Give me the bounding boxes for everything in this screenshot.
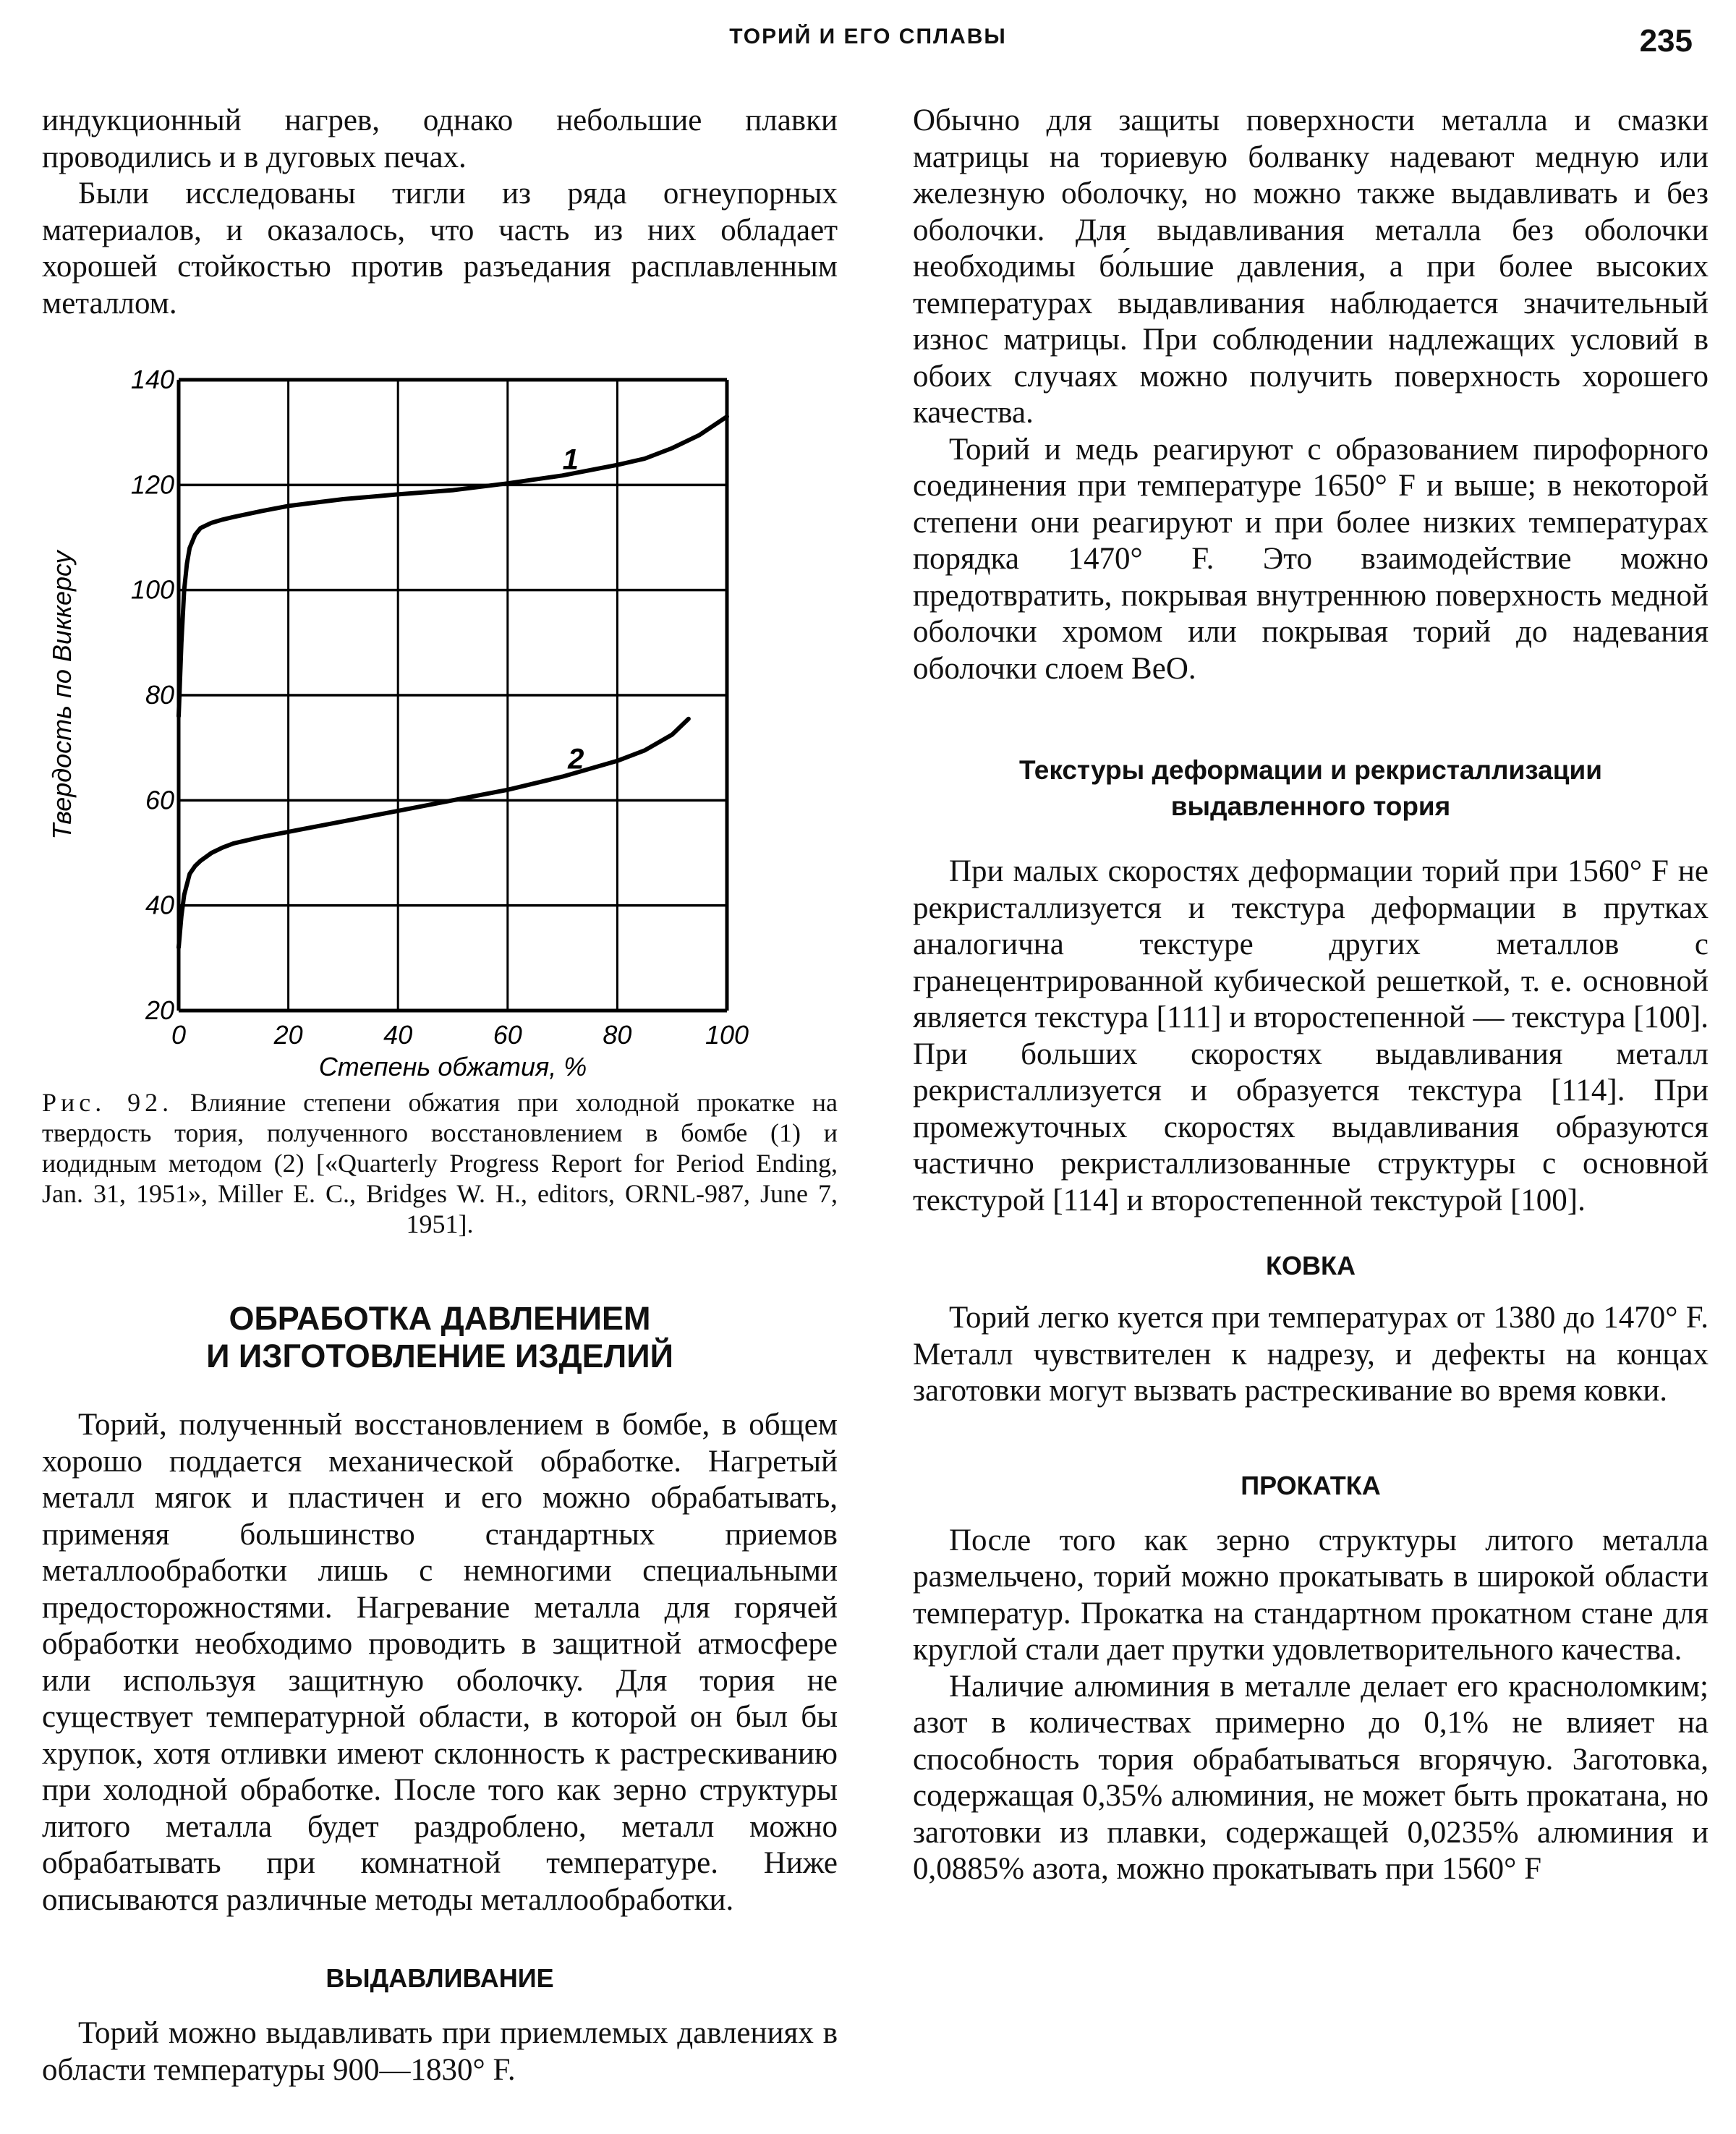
- subsection-title-rolling: ПРОКАТКА: [1241, 1470, 1381, 1500]
- curve-label-2: 2: [568, 743, 584, 775]
- x-tick-label: 80: [603, 1020, 632, 1050]
- paragraph: Торий, полученный восстановлением в бомбе, в общем хорошо поддается механической обработке. Нагретый металл мягок и пластичен и его можно обрабатывать, применяя большинство стандартных приемов металлообработки лишь с немногими специальными предосторожностями. Нагревание металла для горячей обработки необходимо проводить в защитной атмосфере или используя защитную оболочку. Для тория не существует температурной области, в которой он был бы хрупок, хотя отливки имеют склонность к растрескиванию при холодной обработке. После того как зерно структуры литого металла будет раздроблено, металл можно обрабатывать при комнатной температуре. Ниже описываются различные методы металлообработки.: [42, 1408, 838, 1917]
- y-axis-label: Твердость по Виккерсу: [47, 550, 77, 840]
- chart-grid: [179, 380, 727, 1011]
- subsection-title-textures-line2: выдавленного тория: [1170, 791, 1451, 821]
- paragraph: индукционный нагрев, однако небольшие плавки проводились и в дуговых печах.: [42, 103, 838, 174]
- y-tick-label: 60: [145, 785, 174, 815]
- paragraph: Обычно для защиты поверхности металла и смазки матрицы на ториевую болванку надевают медную или железную оболочку, но можно также выдавливать и без оболочки. Для выдавливания металла без оболочки необходимы бо́льшие давления, а при более высоких температурах выдавливания наблюдается значительный износ матрицы. При соблюдении надлежащих условий в обоих случаях можно получить поверхность хорошего качества.: [913, 103, 1709, 430]
- hardness-chart: [42, 351, 838, 1081]
- paragraph: Торий можно выдавливать при приемлемых давлениях в области температуры 900—1830° F.: [42, 2016, 838, 2087]
- figure-caption: [42, 1087, 838, 1239]
- paragraph: Торий и медь реагируют с образованием пирофорного соединения при температуре 1650° F и выше; в некоторой степени они реагируют и при более низких температурах порядка 1470° F. Это взаимодействие можно предотвратить, покрывая внутреннюю поверхность медной оболочки хромом или покрывая торий до надевания оболочки слоем BeO.: [913, 432, 1709, 686]
- figure-92: [42, 351, 838, 1081]
- paragraph: При малых скоростях деформации торий при 1560° F не рекристаллизуется и текстура деформации в прутках аналогична текстуре других металлов с гранецентрированной кубической решеткой, т. е. основной является текстура [111] и второстепенной — текстура [100]. При больших скоростях выдавливания металл рекристаллизуется и образуется текстура [114]. При промежуточных скоростях выдавливания образуются частично рекристаллизованные структуры с основной текстурой [114] и второстепенной текстурой [100].: [913, 854, 1709, 1217]
- y-tick-label: 100: [130, 574, 174, 605]
- y-tick-label: 80: [145, 680, 174, 710]
- subsection-title-textures-line1: Текстуры деформации и рекристаллизации: [1018, 755, 1602, 785]
- x-axis-label: Степень обжатия, %: [318, 1052, 587, 1081]
- paragraph: Торий легко куется при температурах от 1380 до 1470° F. Металл чувствителен к надрезу, и дефекты на концах заготовки могут вызвать растрескивание во время ковки.: [913, 1301, 1709, 1408]
- y-tick-label: 140: [130, 365, 174, 394]
- curve-series-2: [179, 719, 689, 948]
- paragraph: Наличие алюминия в металле делает его красноломким; азот в количествах примерно до 0,1% не влияет на способность тория обрабатываться вгорячую. Заготовка, содержащая 0,35% алюминия, не может быть прокатана, но заготовки из плавки, содержащей 0,0235% алюминия и 0,0885% азота, можно прокатывать при 1560° F: [913, 1669, 1709, 1886]
- figure-caption-label: Рис. 92.: [42, 1088, 174, 1117]
- y-tick-label: 40: [145, 890, 174, 920]
- paragraph: Были исследованы тигли из ряда огнеупорных материалов, и оказалось, что часть из них обладает хорошей стойкостью против разъедания расплавленным металлом.: [42, 177, 838, 320]
- curve-series-1: [179, 417, 727, 716]
- figure-caption-text: Влияние степени обжатия при холодной прокатке на твердость тория, полученного восстановлением в бомбе (1) и иодидным методом (2) [«Quarterly Progress Report for Period Ending, Jan. 31, 1951», Miller E. C., Bridges W. H., editors, ORNL-987, June 7, 1951].: [42, 1088, 838, 1238]
- page-number: 235: [1639, 23, 1693, 59]
- right-column: [913, 103, 1709, 1888]
- chart-curves: [179, 417, 727, 948]
- x-tick-label: 60: [493, 1020, 522, 1050]
- running-title: ТОРИЙ И ЕГО СПЛАВЫ: [729, 25, 1007, 48]
- x-tick-label: 20: [273, 1020, 303, 1050]
- y-tick-label: 20: [145, 995, 174, 1025]
- subsection-title-forging: КОВКА: [1266, 1251, 1356, 1280]
- section-title-line2: И ИЗГОТОВЛЕНИЕ ИЗДЕЛИЙ: [206, 1338, 673, 1374]
- section-title-line1: ОБРАБОТКА ДАВЛЕНИЕМ: [229, 1300, 651, 1337]
- x-tick-label: 0: [171, 1020, 187, 1050]
- curve-label-1: 1: [562, 443, 579, 476]
- y-tick-label: 120: [130, 469, 174, 500]
- subsection-title-extrusion: ВЫДАВЛИВАНИЕ: [326, 1963, 554, 1993]
- chart-tick-labels: [131, 365, 749, 1050]
- left-column: [42, 103, 838, 2088]
- x-tick-label: 100: [705, 1020, 749, 1050]
- x-tick-label: 40: [383, 1020, 413, 1050]
- paragraph: После того как зерно структуры литого металла размельчено, торий можно прокатывать в широкой области температур. Прокатка на стандартном прокатном стане для круглой стали дает прутки удовлетворительного качества.: [913, 1523, 1709, 1667]
